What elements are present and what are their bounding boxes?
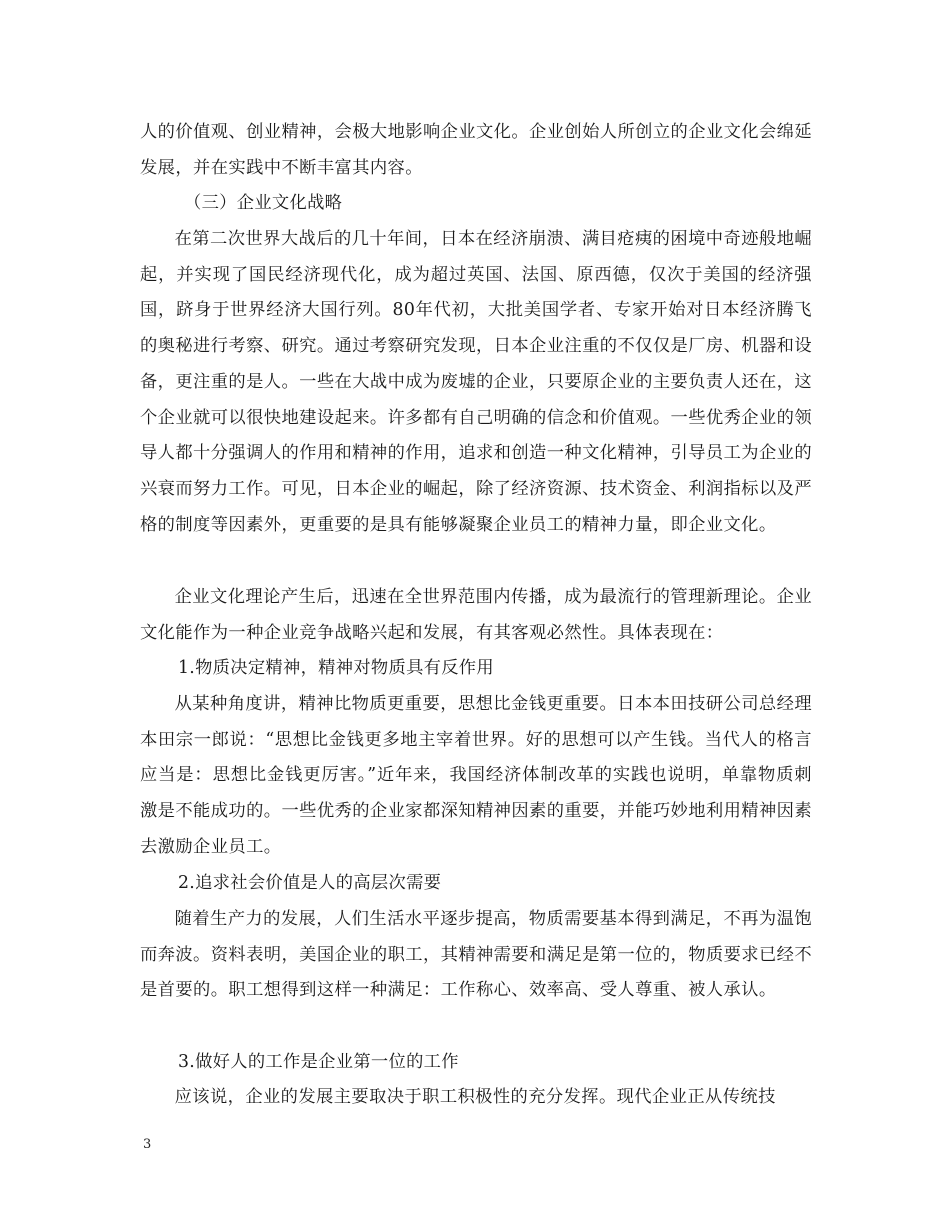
paragraph-1: 从某种角度讲，精神比物质更重要，思想比金钱更重要。日本本田技研公司总经理本田宗一郎说：“思想比金钱更多地主宰着世界。好的思想可以产生钱。当代人的格言应当是：思想比金钱更厉害。”近年来，我国经济体制改革的实践也说明，单靠物质刺激是不能成功的。一些优秀的企业家都深知精神因素的重要，并能巧妙地利用精神因素去激励企业员工。 — [140, 694, 812, 857]
paragraph-2: 随着生产力的发展，人们生活水平逐步提高，物质需要基本得到满足，不再为温饱而奔波。资料表明，美国企业的职工，其精神需要和满足是第一位的，物质要求已经不是首要的。职工想得到这样一种满足：工作称心、效率高、受人尊重、被人承认。 — [140, 909, 812, 1001]
paragraph-culture-theory: 企业文化理论产生后，迅速在全世界范围内传播，成为最流行的管理新理论。企业文化能作为一种企业竞争战略兴起和发展，有其客观必然性。具体表现在： — [140, 587, 812, 643]
subheading-2: 2.追求社会价值是人的高层次需要 — [178, 873, 442, 893]
subheading-1: 1.物质决定精神，精神对物质具有反作用 — [178, 658, 494, 678]
paragraph-continued: 人的价值观、创业精神，会极大地影响企业文化。企业创始人所创立的企业文化会绵延发展，并在实践中不断丰富其内容。 — [140, 122, 812, 178]
page-number: 3 — [143, 1137, 152, 1152]
paragraph-3: 应该说，企业的发展主要取决于职工积极性的充分发挥。现代企业正从传统技 — [174, 1087, 776, 1107]
paragraph-japan-economy: 在第二次世界大战后的几十年间，日本在经济崩溃、满目疮痍的困境中奇迹般地崛起，并实现了国民经济现代化，成为超过英国、法国、原西德，仅次于美国的经济强国，跻身于世界经济大国行列。80年代初，大批美国学者、专家开始对日本经济腾飞的奥秘进行考察、研究。通过考察研究发现，日本企业注重的不仅仅是厂房、机器和设备，更注重的是人。一些在大战中成为废墟的企业，只要原企业的主要负责人还在，这个企业就可以很快地建设起来。许多都有自己明确的信念和价值观。一些优秀企业的领导人都十分强调人的作用和精神的作用，追求和创造一种文化精神，引导员工为企业的兴衰而努力工作。可见，日本企业的崛起，除了经济资源、技术资金、利润指标以及严格的制度等因素外，更重要的是具有能够凝聚企业员工的精神力量，即企业文化。 — [140, 229, 812, 535]
subheading-3: 3.做好人的工作是企业第一位的工作 — [178, 1052, 459, 1072]
section-heading-corporate-culture-strategy: （三）企业文化战略 — [184, 193, 343, 213]
